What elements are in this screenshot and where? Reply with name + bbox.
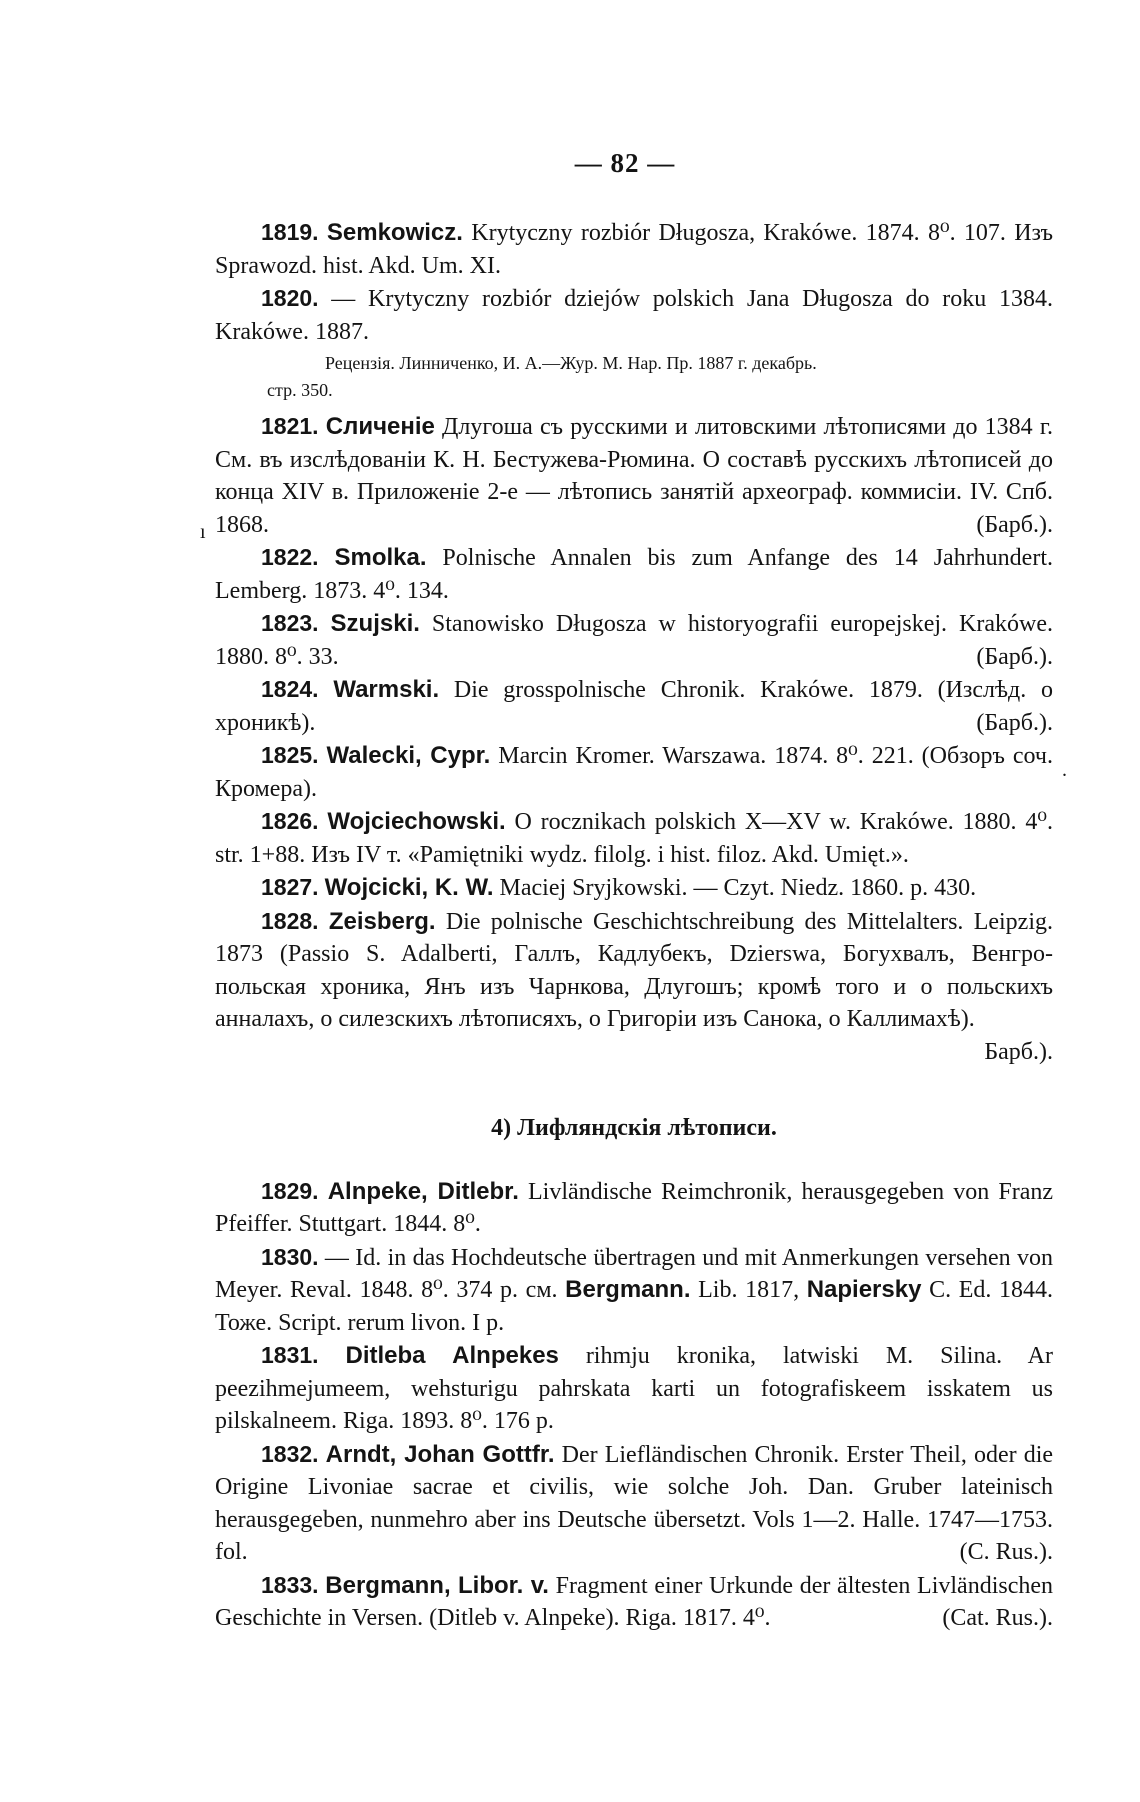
entry-1821	[215, 410, 1053, 541]
entry-author: Semkowicz.	[326, 219, 463, 246]
entry-number: 1822.	[261, 544, 319, 570]
entry-number: 1829.	[261, 1177, 319, 1204]
entry-author: Smolka.	[334, 544, 427, 571]
entry-source: (C. Rus.).	[959, 1539, 1053, 1565]
entry-1819	[215, 216, 1053, 282]
entry-author: Wojciechowski.	[327, 808, 506, 835]
entry-text-mid: Lib. 1817,	[690, 1277, 807, 1303]
entry-text: Der Liefländischen Chronik. Erster Theil, oder die Origine Livoniae sacrae et civilis, wie solche Joh. Dan. Gruber lateinisch herausgegeben, nunmehro aber ins Deutsche übersetzt. Vols 1—2. Halle. 1747—1753. fol.	[215, 1441, 1054, 1565]
entry-1820	[215, 282, 1053, 348]
entry-author: Alnpeke, Ditlebr.	[327, 1177, 519, 1205]
entry-1826	[215, 805, 1053, 871]
entry-number: 1824.	[261, 676, 319, 702]
entry-author: Arndt, Johan Gottfr.	[325, 1440, 555, 1468]
entry-1833	[215, 1569, 1053, 1635]
review-note-line1: Рецензія. Линниченко, И. А.—Жур. М. Нар. Пр. 1887 г. декабрь.	[325, 353, 817, 373]
entry-author: Wojcicki, K. W.	[324, 874, 494, 901]
entry-author: Ditleba Alnpekes	[345, 1342, 559, 1369]
entry-source: Барб.).	[984, 1038, 1053, 1065]
entry-text: O rocznikach polskich X—XV w. Krakówe. 1880. 4⁰. str. 1+88. Изъ IV т. «Pamiętniki wydz. filolg. i hist. filoz. Akd. Umięt.».	[215, 809, 1053, 868]
entry-1822	[215, 541, 1053, 607]
entry-text: Fragment einer Urkunde der ältesten Livländischen Geschichte in Versen. (Ditleb v. Alnpeke). Riga. 1817. 4⁰.	[215, 1572, 1054, 1631]
entry-text: — Krytyczny rozbiór dziejów polskich Jana Długosza do roku 1384. Krakówe. 1887.	[215, 286, 1053, 345]
entry-text: Die grosspolnische Chronik. Krakówe. 1879. (Изслѣд. о хроникѣ).	[215, 677, 1053, 736]
entry-number: 1820.	[261, 285, 319, 311]
entry-1830	[215, 1241, 1053, 1340]
entry-number: 1821.	[261, 413, 319, 439]
entry-1832	[215, 1438, 1053, 1569]
entry-text: Die polnische Geschichtschreibung des Mittelalters. Leipzig. 1873 (Passio S. Adalberti, Галлъ, Кадлубекъ, Dzierswa, Богухвалъ, Венгро-польская хроника, Янъ изъ Чарнкова, Длугошъ; кромѣ того и о польскихъ анналахъ, о силезскихъ лѣтописяхъ, о Григоріи изъ Санока, о Каллимахѣ).	[215, 908, 1053, 1032]
entry-text: Maciej Sryjkowski. — Czyt. Niedz. 1860. p. 430.	[493, 875, 977, 901]
entry-text: Длугоша съ русскими и литовскими лѣтописями до 1384 г. См. въ изслѣдованіи К. Н. Бестужева-Рюмина. О составѣ русскихъ лѣтописей до конца XIV в. Приложеніе 2-е — лѣтопись занятій археограф. коммисіи. IV. Спб. 1868.	[215, 414, 1053, 538]
entry-number: 1825.	[261, 742, 319, 768]
review-note	[215, 350, 1053, 404]
entry-source: (Барб.).	[976, 643, 1053, 670]
entry-source: (Барб.).	[976, 709, 1053, 736]
page-number: — 82 —	[574, 148, 676, 178]
entry-number: 1831.	[261, 1342, 319, 1368]
entry-source: (Cat. Rus.).	[942, 1605, 1053, 1631]
entry-source: (Барб.).	[976, 511, 1053, 538]
entry-1824	[215, 673, 1053, 739]
entry-number: 1833.	[261, 1571, 319, 1598]
entry-author: Zeisberg.	[328, 907, 436, 935]
entry-text: — Id. in das Hochdeutsche übertragen und mit Anmerkungen versehen von Meyer. Reval. 1848. 8⁰. 374 p. см.	[215, 1244, 1053, 1303]
review-note-line2: стр. 350.	[267, 380, 333, 400]
entry-number: 1832.	[261, 1440, 319, 1467]
author-ref: Bergmann.	[565, 1276, 691, 1303]
entry-author: Сличеніе	[325, 413, 435, 440]
entry-number: 1830.	[261, 1243, 319, 1270]
author-ref: Napiersky	[806, 1276, 922, 1303]
entry-text: Marcin Kromer. Warszawa. 1874. 8⁰. 221. (Обзоръ соч. Кромера).	[215, 743, 1053, 802]
entry-1831	[215, 1339, 1053, 1438]
entry-text: rihmju kronika, latwiski M. Silina. Ar peezihmejumeem, wehsturigu pahrskata karti un fotografiskeem isskatem us pilskalneem. Riga. 1893. 8⁰. 176 p.	[215, 1343, 1054, 1434]
entry-1829	[215, 1175, 1053, 1241]
entry-author: Walecki, Cypr.	[326, 742, 491, 769]
entry-author: Szujski.	[330, 610, 420, 637]
entry-1827	[215, 871, 1053, 905]
entry-number: 1827.	[261, 874, 319, 900]
entry-author: Warmski.	[333, 676, 440, 703]
entry-text: Polnische Annalen bis zum Anfange des 14 Jahrhundert. Lemberg. 1873. 4⁰. 134.	[215, 545, 1053, 604]
entry-number: 1828.	[261, 907, 319, 934]
entry-text: Livländische Reimchronik, herausgegeben von Franz Pfeiffer. Stuttgart. 1844. 8⁰.	[215, 1178, 1053, 1237]
entry-1828	[215, 905, 1053, 1069]
entry-1825	[215, 739, 1053, 805]
entry-number: 1823.	[261, 610, 319, 636]
entry-text: Krytyczny rozbiór Długosza, Krakówe. 1874. 8⁰. 107. Изъ Sprawozd. hist. Akd. Um. XI.	[215, 220, 1054, 279]
section-heading: 4) Лифляндскія лѣтописи.	[491, 1115, 777, 1141]
entry-1823	[215, 607, 1053, 673]
margin-mark-left: ı	[200, 521, 206, 543]
entry-number: 1826.	[261, 808, 319, 834]
entry-text-post: C. Ed. 1844. Тоже. Script. rerum livon. I p.	[215, 1277, 1053, 1336]
entry-number: 1819.	[261, 219, 319, 245]
entry-text: Stanowisko Długosza w historyografii europejskej. Krakówe. 1880. 8⁰. 33.	[215, 611, 1053, 670]
text-column	[215, 216, 1053, 1635]
margin-mark-right: .	[1062, 759, 1067, 781]
entry-author: Bergmann, Libor. v.	[325, 1571, 549, 1599]
